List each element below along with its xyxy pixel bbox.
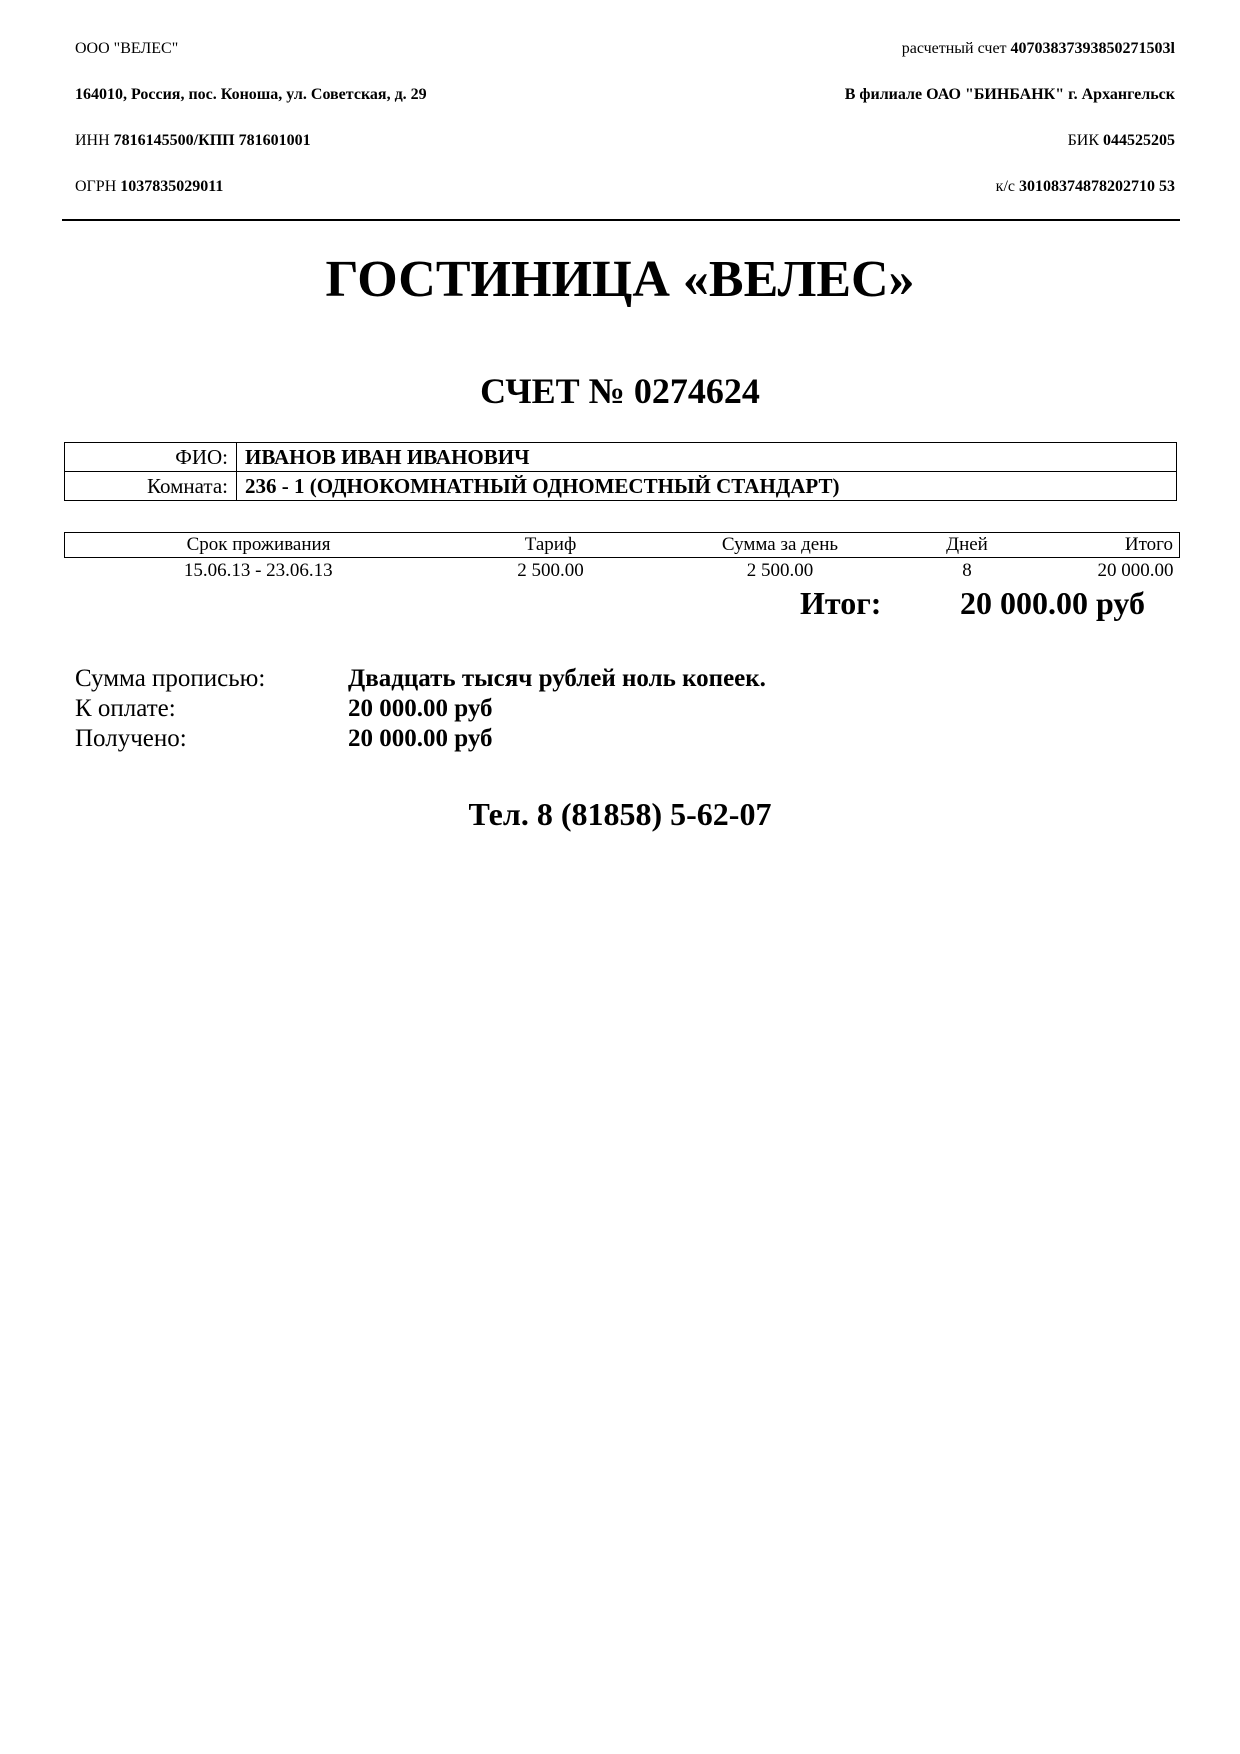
col-total: Итого bbox=[1023, 533, 1180, 558]
summary-due-line bbox=[75, 695, 766, 725]
guest-room-value: 236 - 1 (ОДНОКОМНАТНЫЙ ОДНОМЕСТНЫЙ СТАНДАРТ) bbox=[237, 472, 1177, 501]
cell-days: 8 bbox=[962, 560, 972, 581]
bank-account: расчетный счет 40703837393850271503l bbox=[901, 40, 1175, 57]
total-label: Итог: bbox=[800, 585, 882, 621]
bank-bik: БИК 044525205 bbox=[1067, 132, 1175, 149]
guest-name-value: ИВАНОВ ИВАН ИВАНОВИЧ bbox=[237, 443, 1177, 472]
col-period: Срок проживания bbox=[65, 533, 453, 558]
summary-block bbox=[75, 665, 766, 755]
company-inn-kpp: ИНН 7816145500/КПП 781601001 bbox=[75, 132, 311, 149]
guest-room-label: Комната: bbox=[65, 472, 237, 501]
guest-room-row bbox=[65, 472, 1177, 501]
hotel-title: ГОСТИНИЦА «ВЕЛЕС» bbox=[325, 251, 915, 308]
stay-table bbox=[64, 532, 1180, 584]
company-address: 164010, Россия, пос. Коноша, ул. Советская, д. 29 bbox=[75, 86, 427, 103]
bank-branch: В филиале ОАО "БИНБАНК" г. Архангельск bbox=[844, 86, 1175, 103]
header-divider bbox=[62, 219, 1180, 221]
header-row-2 bbox=[75, 86, 1175, 104]
summary-received-line bbox=[75, 725, 766, 755]
summary-due-value: 20 000.00 руб bbox=[348, 695, 493, 722]
cell-total: 20 000.00 bbox=[1097, 560, 1174, 581]
company-name: ООО "ВЕЛЕС" bbox=[75, 40, 179, 57]
bank-corr-account: к/с 30108374878202710 53 bbox=[995, 178, 1175, 195]
summary-words-label: Сумма прописью: bbox=[75, 665, 266, 692]
header-row-1 bbox=[75, 40, 1175, 58]
invoice-number: СЧЕТ № 0274624 bbox=[480, 371, 760, 411]
total-value: 20 000.00 руб bbox=[960, 585, 1145, 621]
summary-words-value: Двадцать тысяч рублей ноль копеек. bbox=[348, 665, 766, 692]
stay-table-header bbox=[65, 533, 1180, 558]
company-ogrn: ОГРН 1037835029011 bbox=[75, 178, 224, 195]
cell-daily-sum: 2 500.00 bbox=[746, 560, 814, 581]
header-row-3 bbox=[75, 132, 1175, 150]
guest-name-row bbox=[65, 443, 1177, 472]
summary-words-line bbox=[75, 665, 766, 695]
guest-name-label: ФИО: bbox=[65, 443, 237, 472]
table-row bbox=[65, 558, 1180, 585]
cell-rate: 2 500.00 bbox=[517, 560, 584, 581]
cell-period: 15.06.13 - 23.06.13 bbox=[183, 560, 333, 581]
col-rate: Тариф bbox=[452, 533, 649, 558]
summary-due-label: К оплате: bbox=[75, 695, 176, 722]
summary-received-value: 20 000.00 руб bbox=[348, 725, 493, 752]
col-days: Дней bbox=[911, 533, 1023, 558]
phone-number: Тел. 8 (81858) 5-62-07 bbox=[468, 796, 772, 832]
guest-table bbox=[64, 442, 1177, 501]
header-row-4 bbox=[75, 178, 1175, 196]
col-daily-sum: Сумма за день bbox=[649, 533, 911, 558]
summary-received-label: Получено: bbox=[75, 725, 187, 752]
